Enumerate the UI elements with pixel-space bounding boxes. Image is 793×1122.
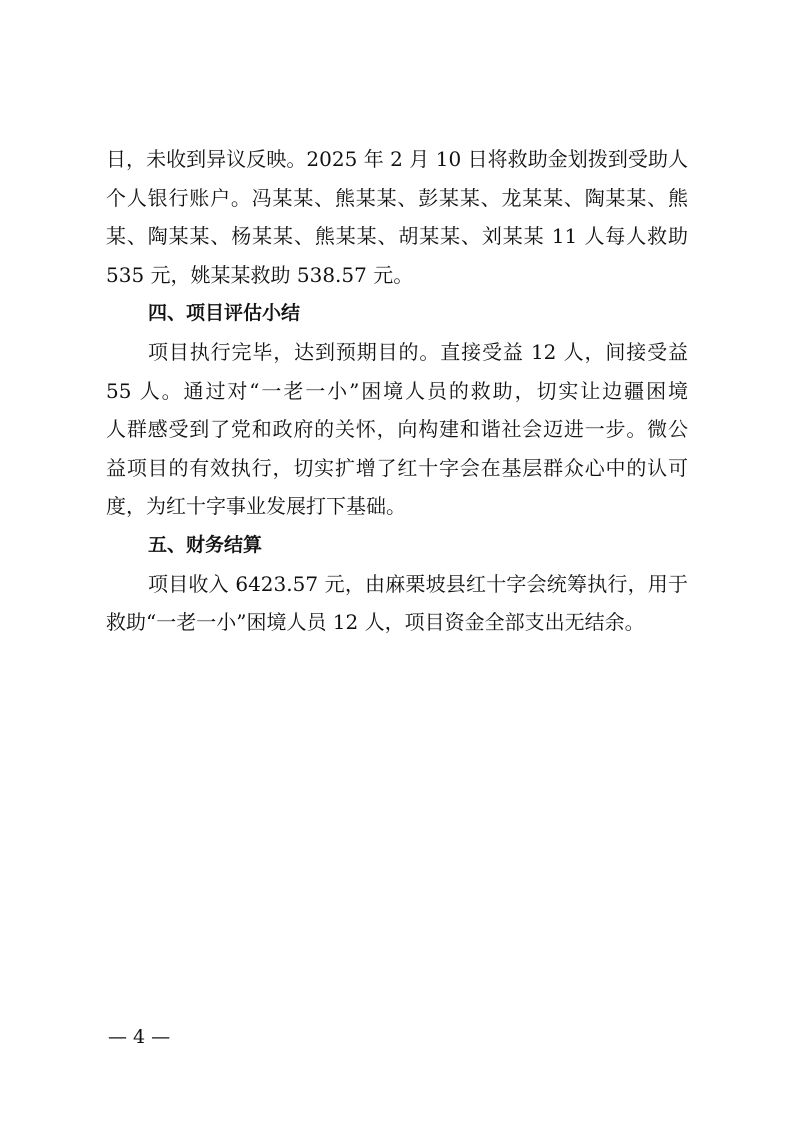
paragraph-finance bbox=[106, 565, 688, 642]
paragraph-relief-payment bbox=[106, 140, 688, 294]
text-line: 项目收入 6423.57 元，由麻栗坡县红十字会统筹执行，用于 bbox=[148, 571, 688, 596]
text-line: 535 元，姚某某救助 538.57 元。 bbox=[106, 262, 414, 287]
text-line: 救助“一老一小”困境人员 12 人，项目资金全部支出无结余。 bbox=[106, 610, 645, 635]
document-body bbox=[106, 140, 688, 642]
text-line: 度，为红十字事业发展打下基础。 bbox=[106, 494, 406, 519]
page-number: — 4 — bbox=[108, 1026, 171, 1048]
section-heading-evaluation: 四、项目评估小结 bbox=[148, 302, 301, 325]
text-line: 55 人。通过对“一老一小”困境人员的救助，切实让边疆困境 bbox=[106, 378, 688, 403]
section-heading-finance: 五、财务结算 bbox=[148, 533, 263, 556]
text-line: 日，未收到异议反映。2025 年 2 月 10 日将救助金划拨到受助人 bbox=[106, 147, 688, 171]
text-line: 个人银行账户。冯某某、熊某某、彭某某、龙某某、陶某某、熊 bbox=[106, 185, 688, 210]
text-line: 益项目的有效执行，切实扩增了红十字会在基层群众心中的认可 bbox=[106, 455, 688, 480]
text-line: 项目执行完毕，达到预期目的。直接受益 12 人，间接受益 bbox=[148, 339, 688, 364]
text-line: 人群感受到了党和政府的关怀，向构建和谐社会迈进一步。微公 bbox=[106, 417, 688, 442]
text-line: 某、陶某某、杨某某、熊某某、胡某某、刘某某 11 人每人救助 bbox=[106, 224, 688, 249]
paragraph-evaluation bbox=[106, 333, 688, 526]
